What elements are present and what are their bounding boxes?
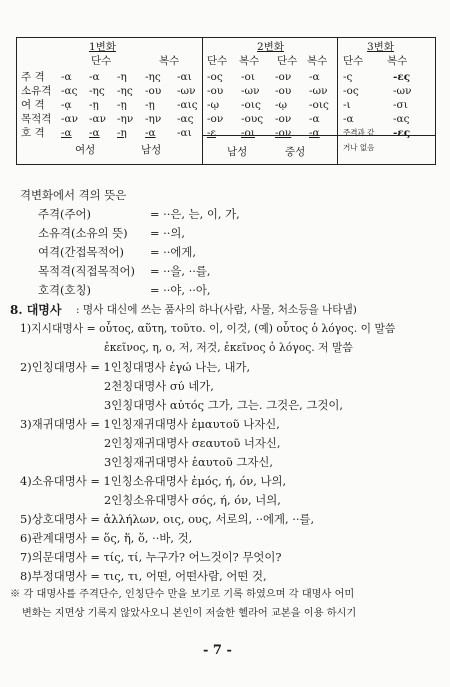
- case-meaning-value: = ··에게,: [150, 245, 197, 259]
- case-meaning-label: 주격(주어): [38, 207, 91, 221]
- cell: -ου: [145, 85, 162, 97]
- case-meaning-value: = ··야, ··아,: [150, 283, 211, 297]
- pronoun-line: 3인칭대명사 αὐτός 그가, 그는. 그것은, 그것이,: [104, 398, 344, 412]
- sub-header: 복수: [387, 55, 408, 67]
- cell: -ῳ: [207, 99, 220, 111]
- pronoun-line: 3)재귀대명사 = 1인칭재귀대명사 ἐμαυτοῦ 나자신,: [20, 417, 280, 431]
- cell: -η: [117, 127, 127, 139]
- cell: -ον: [207, 113, 224, 125]
- case-meaning-value: = ··은, 는, 이, 가,: [150, 207, 240, 221]
- cell: -αι: [177, 71, 192, 83]
- section-title: 8. 대명사: [10, 303, 62, 317]
- pronoun-line: 6)관계대명사 = ὅς, ἥ, ὅ, ··바, 것,: [20, 531, 193, 545]
- cell: -ων: [177, 85, 196, 97]
- case-meaning-value: = ··의,: [150, 226, 186, 240]
- cell: -αν: [61, 113, 79, 125]
- gender-label: 중성: [285, 146, 306, 158]
- pronoun-line: 5)상호대명사 = ἀλλήλων, οις, ους, 서로의, ··에게, ··를,: [20, 512, 315, 526]
- group-header-3: 3변화: [367, 41, 394, 53]
- gender-label: 남성: [227, 146, 248, 158]
- cell: -οι: [241, 127, 255, 139]
- sub-header: 복수: [159, 55, 180, 67]
- cell: -ης: [145, 71, 161, 83]
- case-label: 호 격: [21, 127, 45, 139]
- cell: -σι: [393, 99, 408, 111]
- pronoun-line: 1)지시대명사 = οὗτος, αὕτη, τοῦτο. 이, 이것, (예) οὗτος ὁ λόγος. 이 말씀: [20, 322, 396, 335]
- cell: -ας: [61, 85, 78, 97]
- sub-header: 복수: [239, 55, 260, 67]
- g3-note: 거나 없음: [343, 143, 375, 152]
- cell: -α: [309, 127, 320, 139]
- cell: -ην: [117, 113, 134, 125]
- cell: -α: [343, 113, 354, 125]
- cell: -ων: [241, 85, 260, 97]
- table-divider: [337, 38, 338, 164]
- pronoun-line: 7)의문대명사 = τίς, τί, 누구가? 어느것이? 무엇이?: [20, 550, 282, 564]
- sub-header: 단수: [277, 55, 298, 67]
- case-label: 소유격: [21, 85, 52, 97]
- section-description: : 명사 대신에 쓰는 품사의 하나(사람, 사물, 처소등을 나타냄): [76, 304, 357, 316]
- cell: -α: [309, 71, 320, 83]
- cell: -ας: [393, 113, 410, 125]
- cell: -ον: [275, 71, 292, 83]
- table-divider: [202, 38, 203, 164]
- case-label: 주 격: [21, 71, 45, 83]
- cell: -α: [89, 71, 100, 83]
- pronoun-line: 2)인칭대명사 = 1인칭대명사 ἐγώ 나는, 내가,: [20, 360, 251, 374]
- cell: -οις: [241, 99, 261, 111]
- cell: -ς: [343, 71, 353, 83]
- cell: -ου: [207, 85, 224, 97]
- case-meaning-label: 목적격(직접목적어): [38, 264, 135, 278]
- cell: -ῃ: [89, 99, 99, 111]
- cell: -α: [89, 127, 100, 139]
- cell: -ων: [309, 85, 328, 97]
- cell: -ος: [207, 71, 223, 83]
- cell: 주격과 같: [343, 128, 375, 137]
- group-header-1: 1변화: [89, 41, 116, 53]
- case-label: 여 격: [21, 99, 45, 111]
- cell: -α: [145, 127, 156, 139]
- cell: -ι: [343, 99, 351, 111]
- cell: -ας: [177, 113, 194, 125]
- case-meaning-value: = ··을, ··를,: [150, 264, 211, 278]
- cell: -αις: [177, 99, 198, 111]
- pronoun-line: 2천칭대명사 σύ 네가,: [104, 379, 214, 393]
- pronoun-line: 2인칭소유대명사 σός, ή, όν, 너의,: [104, 493, 281, 507]
- cell: -ῃ: [117, 99, 127, 111]
- gender-label: 남성: [141, 144, 162, 156]
- cell: -ες: [393, 127, 411, 139]
- cell: -ης: [89, 85, 105, 97]
- sub-header: 단수: [91, 55, 112, 67]
- cell: -ον: [275, 113, 292, 125]
- cell: -οις: [309, 99, 329, 111]
- case-meaning-label: 호격(호칭): [38, 283, 91, 297]
- pronoun-line: 3인칭재귀대명사 ἑαυτοῦ 그자신,: [104, 455, 273, 469]
- cell: -ην: [145, 113, 162, 125]
- cell: -ους: [241, 113, 264, 125]
- cell: -ος: [343, 85, 359, 97]
- cell: -οι: [241, 71, 255, 83]
- cell: -ῳ: [275, 99, 288, 111]
- cell: -ῃ: [145, 99, 155, 111]
- cell: -ον: [275, 127, 292, 139]
- cell: -αι: [177, 127, 192, 139]
- note-line: 변화는 지면상 기록지 않았사오니 본인이 저술한 헬라어 교본을 이용 하시기: [22, 608, 357, 619]
- cell: -ᾳ: [61, 99, 72, 111]
- case-meaning-label: 소유격(소유의 뜻): [38, 226, 128, 240]
- cell: -ου: [275, 85, 292, 97]
- cell: -αν: [89, 113, 107, 125]
- case-meaning-label: 여격(간접목적어): [38, 245, 124, 259]
- case-label: 목적격: [21, 113, 52, 125]
- cell: -ης: [117, 85, 133, 97]
- cell: -α: [61, 71, 72, 83]
- cell: -η: [117, 71, 127, 83]
- sub-header: 단수: [343, 55, 364, 67]
- intro-heading: 격변화에서 격의 뜻은: [20, 188, 127, 202]
- page-number: - 7 -: [203, 643, 232, 658]
- note-line: ※ 각 대명사를 주격단수, 인칭단수 만을 보기로 기록 하였으며 각 대명사 어미: [10, 589, 355, 600]
- pronoun-line: 2인칭재귀대명사 σεαυτοῦ 너자신,: [104, 436, 281, 450]
- pronoun-line: 4)소유대명사 = 1인칭소유대명사 ἐμός, ή, όν, 나의,: [20, 474, 287, 488]
- cell: -ε: [207, 127, 216, 139]
- gender-label: 여성: [75, 144, 96, 156]
- group-header-2: 2변화: [257, 41, 284, 53]
- declension-table: [16, 37, 436, 165]
- cell: -ες: [393, 71, 411, 83]
- sub-header: 단수: [207, 55, 228, 67]
- cell: -ων: [393, 85, 412, 97]
- sub-header: 복수: [307, 55, 328, 67]
- pronoun-line: ἐκεῖνος, η, ο, 저, 저것, ἐκεῖνος ὁ λόγος. 저 말씀: [104, 341, 353, 354]
- cell: -α: [309, 113, 320, 125]
- cell: -α: [61, 127, 72, 139]
- pronoun-line: 8)부정대명사 = τις, τι, 어떤, 어떤사람, 어떤 것,: [20, 569, 267, 583]
